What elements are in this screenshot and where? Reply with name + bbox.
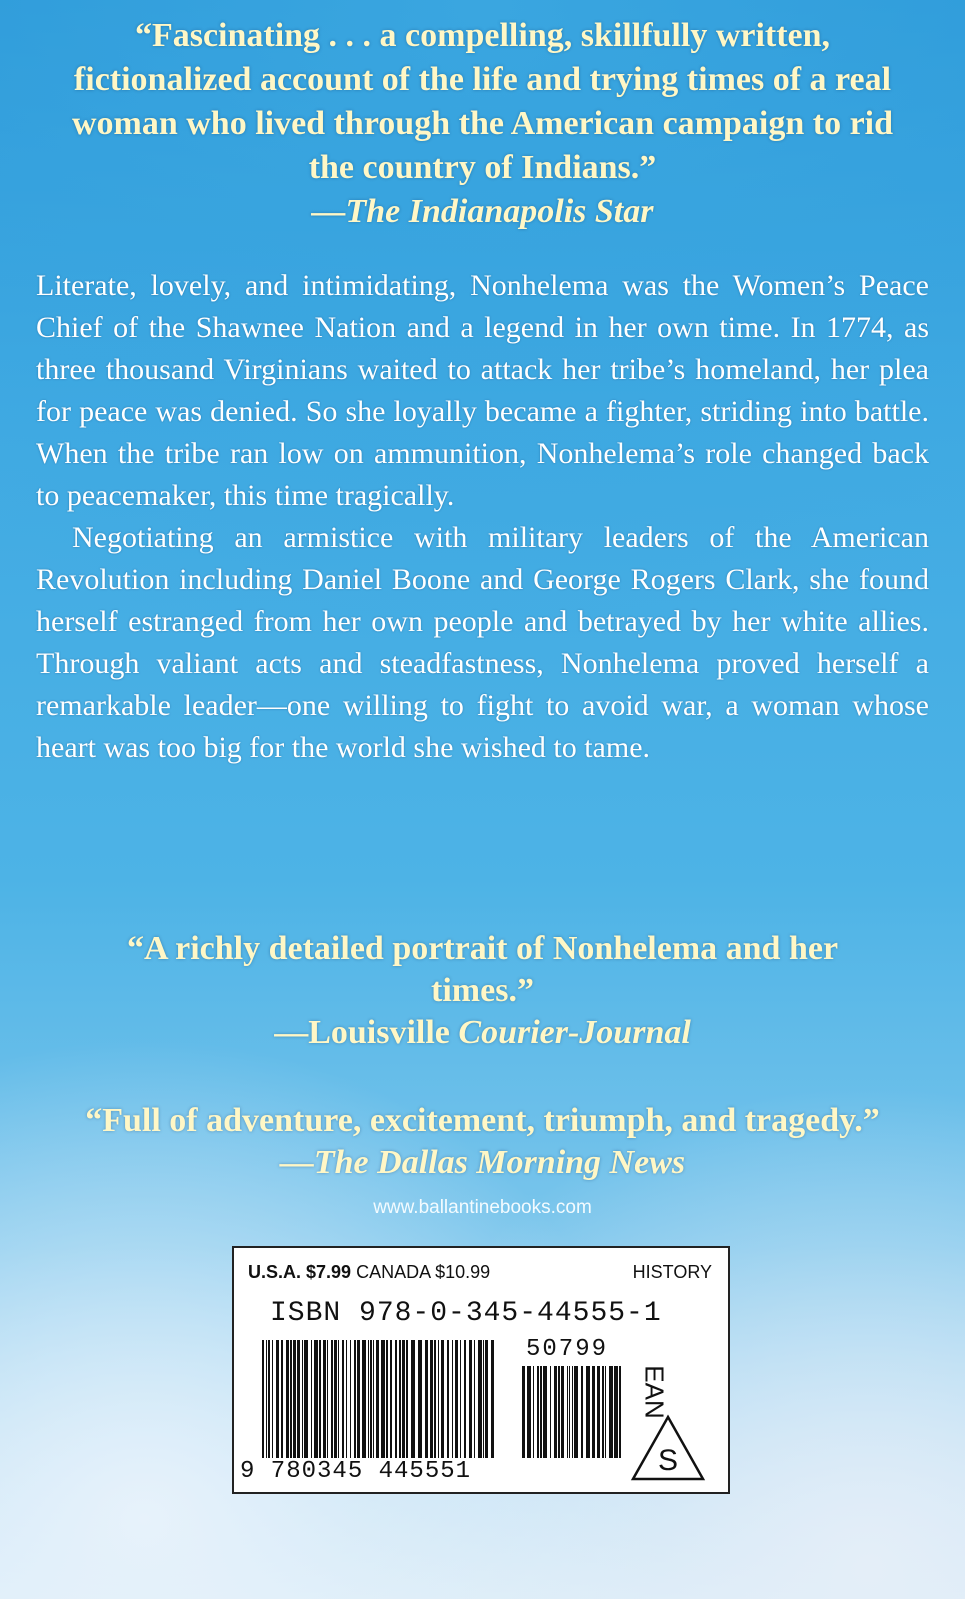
book-category: HISTORY [632,1262,712,1282]
top-review-quote: “Fascinating . . . a compelling, skillfully written, fictionalized account of the life and trying times of a real woman who lived through the American campaign to rid the country of Indians.” [71,17,894,186]
middle-review-attribution [80,1012,885,1054]
barcode-panel [232,1246,730,1494]
middle-review-blurb [80,928,885,1054]
s-triangle-icon [630,1414,706,1482]
main-barcode-icon [262,1340,494,1458]
description-paragraph-2: Negotiating an armistice with military leaders of the American Revolution including Daniel Boone and George Rogers Clark, she found herself estranged from her own people and betrayed by her white allies. Through valiant acts and steadfastness, Nonhelema proved herself a remarkable leader—one willing to fight to avoid war, a woman whose heart was too big for the world she wished to tame. [36,521,929,764]
top-review-attribution: —The Indianapolis Star [311,193,654,230]
isbn-number: ISBN 978-0-345-44555-1 [270,1298,662,1329]
s-mark-text: S [657,1444,679,1477]
middle-attribution-prefix: —Louisville [274,1014,459,1051]
ean-digits: 9 780345 445551 [240,1458,472,1485]
bottom-review-quote: “Full of adventure, excitement, triumph, and tragedy.” [85,1102,880,1139]
publisher-website: www.ballantinebooks.com [373,1197,592,1218]
usa-price: U.S.A. $7.99 [248,1262,352,1282]
book-description [36,265,929,769]
addon-digits: 50799 [526,1336,609,1363]
middle-attribution-title: Courier-Journal [458,1014,691,1051]
ean-label-text: EAN [639,1365,670,1419]
bottom-review-blurb [40,1100,925,1184]
description-paragraph-1: Literate, lovely, and intimidating, Nonhelema was the Women’s Peace Chief of the Shawnee Nation and a legend in her own time. In 1774, as three thousand Virginians waited to attack her tribe’s homeland, her plea for peace was denied. So she loyally became a fighter, striding into battle. When the tribe ran low on ammunition, Nonhelema’s role changed back to peacemaker, this time tragically. [36,269,929,512]
bottom-review-attribution: —The Dallas Morning News [279,1144,686,1181]
price-row [248,1262,712,1283]
canada-price: CANADA $10.99 [356,1262,491,1282]
addon-barcode-icon [522,1366,626,1458]
middle-review-quote: “A richly detailed portrait of Nonhelema and her times.” [126,930,839,1009]
top-review-blurb [60,14,905,234]
